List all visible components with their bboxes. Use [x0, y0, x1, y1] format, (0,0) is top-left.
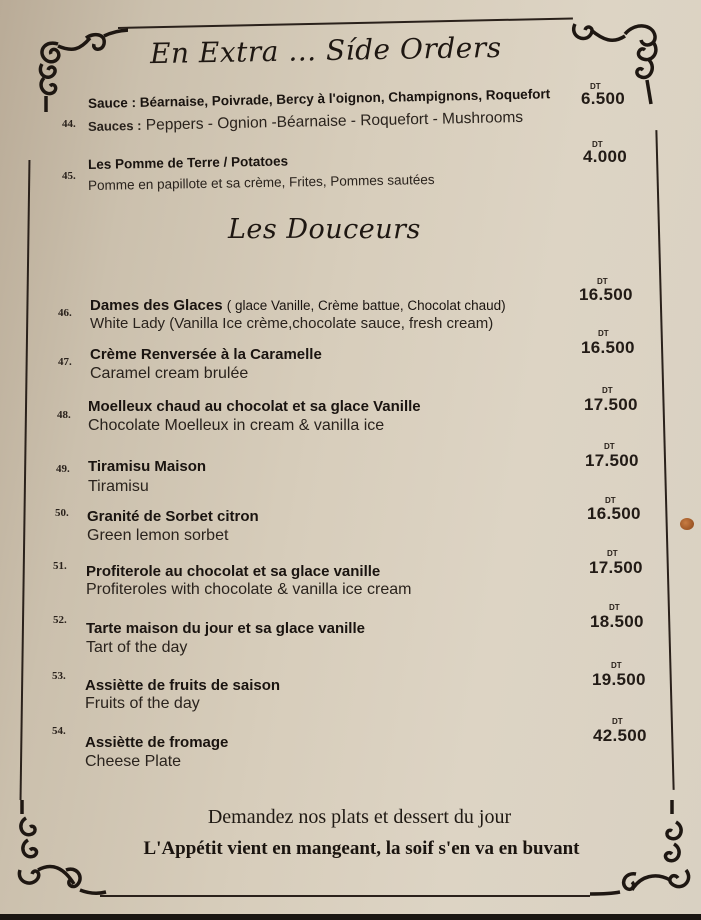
item-number: 54.: [52, 725, 66, 737]
frame-right-line: [655, 130, 674, 790]
item-number: 53.: [52, 670, 66, 682]
item-number: 44.: [62, 118, 76, 130]
item-name: Assiètte de fruits de saison: [85, 677, 281, 694]
item-description-text: Peppers - Ognion -Béarnaise - Roquefort - Mushrooms: [145, 108, 524, 134]
item-name: Sauce : Béarnaise, Poivrade, Bercy à l'oignon, Champignons, Roquefort: [87, 86, 551, 111]
bottom-edge-shadow: [0, 914, 701, 920]
item-name: Granité de Sorbet citron: [87, 508, 259, 525]
item-number: 46.: [58, 307, 72, 319]
item-price: 16.500: [581, 338, 635, 357]
item-price: 17.500: [589, 558, 643, 577]
item-number: 45.: [62, 170, 76, 182]
frame-left-line: [20, 160, 30, 800]
item-description: [88, 109, 523, 136]
item-number: 50.: [55, 507, 69, 519]
frame-bottom-line: [100, 895, 590, 897]
item-number: 48.: [57, 409, 71, 421]
item-price: 16.500: [579, 285, 633, 304]
item-name: Tarte maison du jour et sa glace vanille: [86, 620, 365, 637]
item-currency: DT: [602, 386, 613, 395]
item-currency: DT: [607, 549, 618, 558]
item-description: Tiramisu: [88, 478, 149, 495]
item-description: Cheese Plate: [85, 753, 182, 770]
item-description: Pomme en papillote et sa crème, Frites, Pommes sautées: [87, 171, 435, 193]
item-price: 4.000: [583, 147, 628, 166]
item-price: 16.500: [587, 504, 641, 523]
item-name-note: ( glace Vanille, Crème battue, Chocolat chaud): [226, 298, 506, 313]
item-currency: DT: [604, 442, 615, 451]
item-name-text: Dames des Glaces: [90, 297, 223, 314]
frame-top-line: [118, 17, 573, 28]
footer-daily-specials-note: Demandez nos plats et dessert du jour: [207, 806, 512, 828]
item-name: Crème Renversée à la Caramelle: [90, 346, 322, 363]
item-price: 19.500: [592, 670, 646, 689]
item-price: 17.500: [584, 395, 638, 414]
item-description-label: Sauces :: [87, 117, 142, 134]
item-name: Moelleux chaud au chocolat et sa glace Vanille: [88, 398, 421, 415]
footer-proverb: L'Appétit vient en mangeant, la soif s'en va en buvant: [143, 838, 580, 859]
item-number: 52.: [53, 614, 67, 626]
item-name: Tiramisu Maison: [88, 458, 207, 475]
item-currency: DT: [597, 277, 608, 286]
item-description: Chocolate Moelleux in cream & vanilla ice: [88, 417, 385, 434]
item-description: Fruits of the day: [85, 695, 200, 712]
item-description: Green lemon sorbet: [87, 527, 229, 544]
item-description: Tart of the day: [86, 639, 188, 656]
item-price: 42.500: [593, 726, 647, 745]
item-currency: DT: [612, 717, 623, 726]
item-description: White Lady (Vanilla Ice crème,chocolate sauce, fresh cream): [90, 315, 494, 332]
item-name: Les Pomme de Terre / Potatoes: [87, 153, 289, 172]
item-currency: DT: [609, 603, 620, 612]
item-currency: DT: [605, 496, 616, 505]
pushpin-icon: [680, 518, 694, 530]
item-name: Profiterole au chocolat et sa glace vanille: [86, 563, 381, 580]
item-price: 18.500: [590, 612, 644, 631]
item-number: 47.: [58, 356, 72, 368]
item-name: Assiètte de fromage: [85, 734, 229, 751]
item-description: Profiteroles with chocolate & vanilla ice cream: [86, 581, 412, 598]
item-number: 49.: [56, 463, 70, 475]
section-title-side-orders: En Extra ... Síde Orders: [149, 30, 502, 71]
item-price: 17.500: [585, 451, 639, 470]
section-title-desserts: Les Douceurs: [228, 214, 421, 245]
item-currency: DT: [611, 661, 622, 670]
item-currency: DT: [598, 329, 609, 338]
item-name: [90, 297, 506, 314]
item-description: Caramel cream brulée: [90, 365, 249, 382]
item-currency: DT: [592, 140, 603, 149]
item-currency: DT: [590, 82, 601, 91]
item-price: 6.500: [581, 89, 626, 108]
item-number: 51.: [53, 560, 67, 572]
